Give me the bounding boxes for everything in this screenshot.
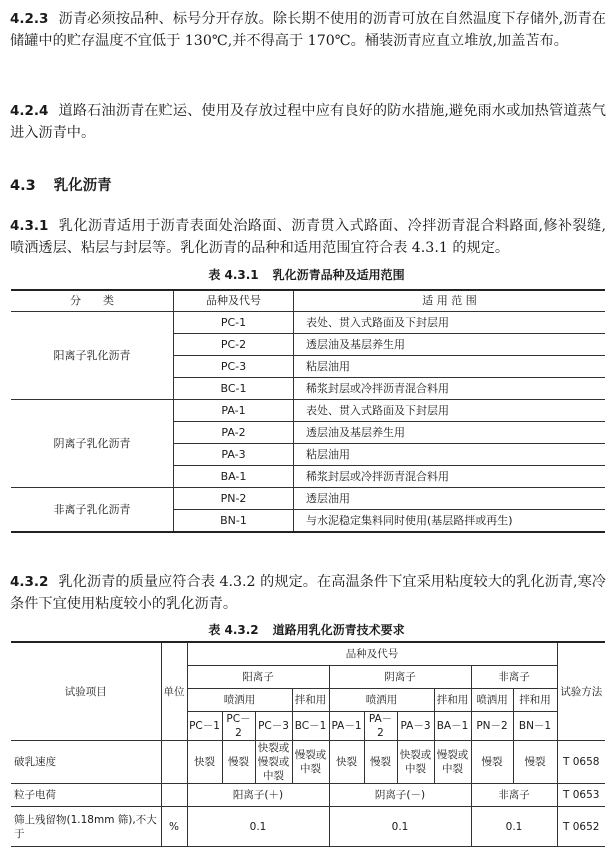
value-cell: 快裂或中裂: [397, 741, 434, 784]
code-header: PA－2: [364, 712, 397, 741]
value-cell: 0.1: [329, 807, 471, 847]
value-cell: 0.1: [471, 807, 557, 847]
section-heading: [10, 174, 112, 195]
table-header-row: [11, 290, 605, 312]
table-row: [11, 312, 605, 334]
value-cell: 慢裂: [471, 741, 513, 784]
code-header: BN－1: [513, 712, 557, 741]
unit-cell: [161, 741, 187, 784]
code-cell: PC-3: [174, 356, 294, 378]
header-mix: 拌和用: [434, 689, 471, 712]
code-header: PN－2: [471, 712, 513, 741]
code-header: PA－3: [397, 712, 434, 741]
value-cell: 慢裂: [513, 741, 557, 784]
value-cell: 慢裂: [364, 741, 397, 784]
value-cell: 快裂: [329, 741, 364, 784]
table-row: [11, 488, 605, 510]
header-spray: 喷洒用: [187, 689, 292, 712]
use-cell: 透层油及基层养生用: [294, 334, 606, 356]
value-cell: 快裂: [187, 741, 222, 784]
code-cell: PC-1: [174, 312, 294, 334]
table-row-sieve-residue: [11, 807, 605, 847]
code-cell: PA-3: [174, 444, 294, 466]
table-4-3-2: [11, 641, 605, 847]
code-header: PC－1: [187, 712, 222, 741]
code-header: BA－1: [434, 712, 471, 741]
group-name: 阳离子乳化沥青: [11, 312, 174, 400]
clause-text: 乳化沥青的质量应符合表 4.3.2 的规定。在高温条件下宜采用粘度较大的乳化沥青,寒冷条件下宜使用粘度较小的乳化沥青。: [10, 574, 606, 612]
code-cell: PA-2: [174, 422, 294, 444]
header-category: 分 类: [11, 290, 174, 312]
value-cell: 慢裂或中裂: [434, 741, 471, 784]
header-test-method: 试验方法: [557, 642, 605, 741]
header-code: 品种及代号: [174, 290, 294, 312]
code-header: PC－2: [222, 712, 255, 741]
method-cell: T 0653: [557, 784, 605, 807]
code-cell: PA-1: [174, 400, 294, 422]
section-number: 4.3: [10, 178, 36, 194]
use-cell: 与水泥稳定集料同时使用(基层路拌或再生): [294, 510, 606, 533]
unit-cell: %: [161, 807, 187, 847]
header-scope: 适 用 范 围: [294, 290, 606, 312]
table-number: 表 4.3.1: [208, 268, 259, 282]
test-item: 粒子电荷: [11, 784, 161, 807]
code-cell: BC-1: [174, 378, 294, 400]
table-4-3-1: [11, 289, 605, 533]
test-item: 筛上残留物(1.18mm 筛),不大于: [11, 807, 161, 847]
use-cell: 粘层油用: [294, 444, 606, 466]
value-cell: 快裂或慢裂或中裂: [255, 741, 292, 784]
header-spray: 喷洒用: [471, 689, 513, 712]
clause-4-3-2: [10, 571, 606, 615]
header-cation: 阳离子: [187, 666, 329, 689]
header-mix: 拌和用: [513, 689, 557, 712]
header-anion: 阴离子: [329, 666, 471, 689]
code-cell: PN-2: [174, 488, 294, 510]
header-unit: 单位: [161, 642, 187, 741]
header-spray: 喷洒用: [329, 689, 434, 712]
unit-cell: [161, 784, 187, 807]
header-nonion: 非离子: [471, 666, 557, 689]
use-cell: 稀浆封层或冷拌沥青混合料用: [294, 466, 606, 488]
method-cell: T 0658: [557, 741, 605, 784]
clause-4-3-1: [10, 215, 606, 259]
code-header: PC－3: [255, 712, 292, 741]
section-title: 乳化沥青: [53, 178, 112, 194]
value-cell: 非离子: [471, 784, 557, 807]
clause-text: 沥青必须按品种、标号分开存放。除长期不使用的沥青可放在自然温度下存储外,沥青在储罐中的贮存温度不宜低于 130℃,并不得高于 170℃。桶装沥青应直立堆放,加盖苫布。: [10, 11, 606, 49]
table-row: [11, 400, 605, 422]
value-cell: 阴离子(－): [329, 784, 471, 807]
method-cell: T 0652: [557, 807, 605, 847]
code-header: BC－1: [292, 712, 329, 741]
value-cell: 慢裂: [222, 741, 255, 784]
header-mix: 拌和用: [292, 689, 329, 712]
table-title: 道路用乳化沥青技术要求: [272, 623, 405, 637]
code-cell: BA-1: [174, 466, 294, 488]
clause-4-2-3: [10, 8, 606, 52]
code-cell: PC-2: [174, 334, 294, 356]
clause-text: 道路石油沥青在贮运、使用及存放过程中应有良好的防水措施,避免雨水或加热管道蒸气进入沥青中。: [10, 103, 606, 141]
use-cell: 表处、贯入式路面及下封层用: [294, 400, 606, 422]
use-cell: 稀浆封层或冷拌沥青混合料用: [294, 378, 606, 400]
header-variety: 品种及代号: [187, 642, 557, 666]
use-cell: 粘层油用: [294, 356, 606, 378]
use-cell: 表处、贯入式路面及下封层用: [294, 312, 606, 334]
header-row-1: [11, 642, 605, 666]
clause-4-2-4: [10, 100, 606, 144]
header-test-item: 试验项目: [11, 642, 161, 741]
value-cell: 阳离子(＋): [187, 784, 329, 807]
clause-number: 4.3.1: [10, 218, 49, 234]
use-cell: 透层油用: [294, 488, 606, 510]
clause-number: 4.2.3: [10, 11, 49, 27]
table-row-particle-charge: [11, 784, 605, 807]
use-cell: 透层油及基层养生用: [294, 422, 606, 444]
table-title: 乳化沥青品种及适用范围: [272, 268, 405, 282]
table-caption: [0, 266, 613, 283]
table-number: 表 4.3.2: [208, 623, 259, 637]
table-caption: [0, 621, 613, 638]
table-row-demulsification: [11, 741, 605, 784]
test-item: 破乳速度: [11, 741, 161, 784]
group-name: 非离子乳化沥青: [11, 488, 174, 533]
code-header: PA－1: [329, 712, 364, 741]
value-cell: 0.1: [187, 807, 329, 847]
code-cell: BN-1: [174, 510, 294, 533]
value-cell: 慢裂或中裂: [292, 741, 329, 784]
group-name: 阴离子乳化沥青: [11, 400, 174, 488]
clause-text: 乳化沥青适用于沥青表面处治路面、沥青贯入式路面、冷拌沥青混合料路面,修补裂缝,喷洒透层、粘层与封层等。乳化沥青的品种和适用范围宜符合表 4.3.1 的规定。: [10, 218, 606, 256]
clause-number: 4.2.4: [10, 103, 49, 119]
clause-number: 4.3.2: [10, 574, 49, 590]
